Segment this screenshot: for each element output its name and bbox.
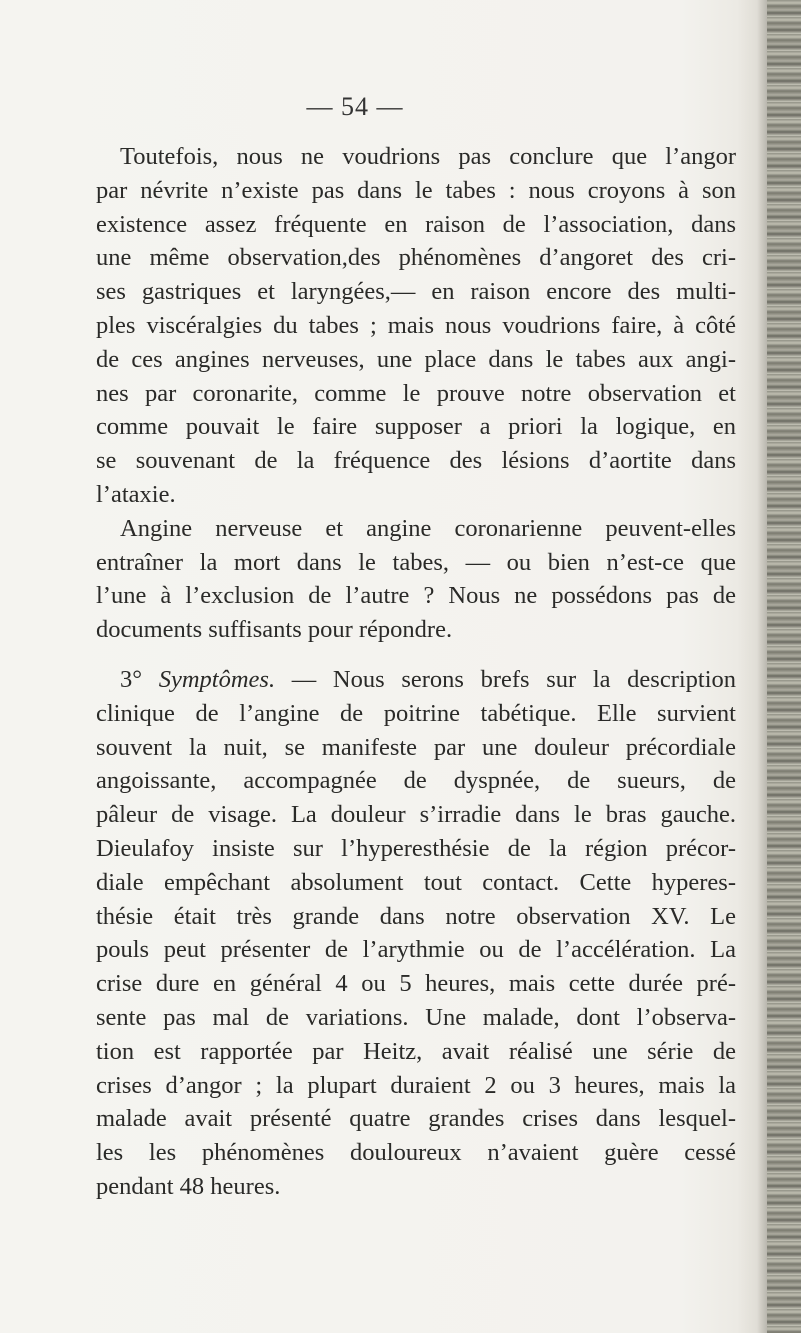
paragraph-1-line-2: par névrite n’existe pas dans le tabes : nous croyons à son — [96, 176, 736, 204]
paragraph-1-line-3: existence assez fréquente en raison de l’association, dans — [96, 210, 736, 238]
book-spine-edge — [767, 0, 801, 1333]
section-first-line-text: — Nous serons brefs sur la description — [291, 665, 737, 693]
paragraph-3-line-5: pâleur de visage. La douleur s’irradie dans le bras gauche. — [96, 801, 736, 829]
paragraph-3-line-13: crises d’angor ; la plupart duraient 2 ou 3 heures, mais la — [96, 1071, 736, 1099]
body-text — [96, 140, 736, 1204]
paragraph-3-line-16: pendant 48 heures. — [96, 1172, 281, 1200]
paragraph-1-line-7: de ces angines nerveuses, une place dans le tabes aux angi- — [96, 345, 736, 373]
paragraph-1-line-1: Toutefois, nous ne voudrions pas conclure que l’angor — [120, 143, 736, 170]
section-heading-line — [96, 663, 736, 697]
paragraph-2-line-1: Angine nerveuse et angine coronarienne peuvent-elles — [120, 514, 736, 542]
paragraph-3-line-11: sente pas mal de variations. Une malade, dont l’observa- — [96, 1003, 736, 1031]
paragraph-2-line-3: l’une à l’exclusion de l’autre ? Nous ne possédons pas de — [96, 582, 736, 610]
paragraph-2-line-2: entraîner la mort dans le tabes, — ou bien n’est-ce que — [96, 548, 736, 576]
section-number: 3° — [120, 665, 143, 693]
paragraph-1-line-5: ses gastriques et laryngées,— en raison encore des multi- — [96, 278, 736, 306]
paragraph-1-line-8: nes par coronarite, comme le prouve notre observation et — [96, 379, 736, 407]
paragraph-1-line-9: comme pouvait le faire supposer a priori la logique, en — [96, 413, 736, 441]
paragraph-spacer — [96, 647, 736, 663]
section-title: Symptômes. — [158, 665, 276, 693]
paragraph-3-line-14: malade avait présenté quatre grandes crises dans lesquel- — [96, 1105, 736, 1133]
paragraph-3-line-15: les les phénomènes douloureux n’avaient guère cessé — [96, 1139, 736, 1167]
paragraph-1-line-6: ples viscéralgies du tabes ; mais nous voudrions faire, à côté — [96, 311, 736, 339]
paragraph-3-line-10: crise dure en général 4 ou 5 heures, mais cette durée pré- — [96, 970, 736, 998]
paragraph-1-line-4: une même observation,des phénomènes d’angoret des cri- — [96, 244, 736, 272]
paragraph-3-line-2: clinique de l’angine de poitrine tabétique. Elle survient — [96, 699, 736, 727]
paragraph-1-line-11: l’ataxie. — [96, 480, 176, 508]
paragraph-3-line-9: pouls peut présenter de l’arythmie ou de l’accélération. La — [96, 936, 736, 964]
paragraph-3-line-12: tion est rapportée par Heitz, avait réalisé une série de — [96, 1037, 736, 1065]
page-number: — 54 — — [306, 92, 404, 121]
paragraph-3-line-8: thésie était très grande dans notre observation XV. Le — [96, 902, 736, 930]
paragraph-3-line-3: souvent la nuit, se manifeste par une douleur précordiale — [96, 733, 736, 761]
paragraph-3-line-7: diale empêchant absolument tout contact. Cette hyperes- — [96, 868, 736, 896]
paragraph-3-line-6: Dieulafoy insiste sur l’hyperesthésie de la région précor- — [96, 834, 736, 862]
paragraph-3-line-4: angoissante, accompagnée de dyspnée, de sueurs, de — [96, 767, 736, 795]
paragraph-1-line-10: se souvenant de la fréquence des lésions d’aortite dans — [96, 447, 736, 475]
paragraph-2-line-4: documents suffisants pour répondre. — [96, 616, 453, 644]
